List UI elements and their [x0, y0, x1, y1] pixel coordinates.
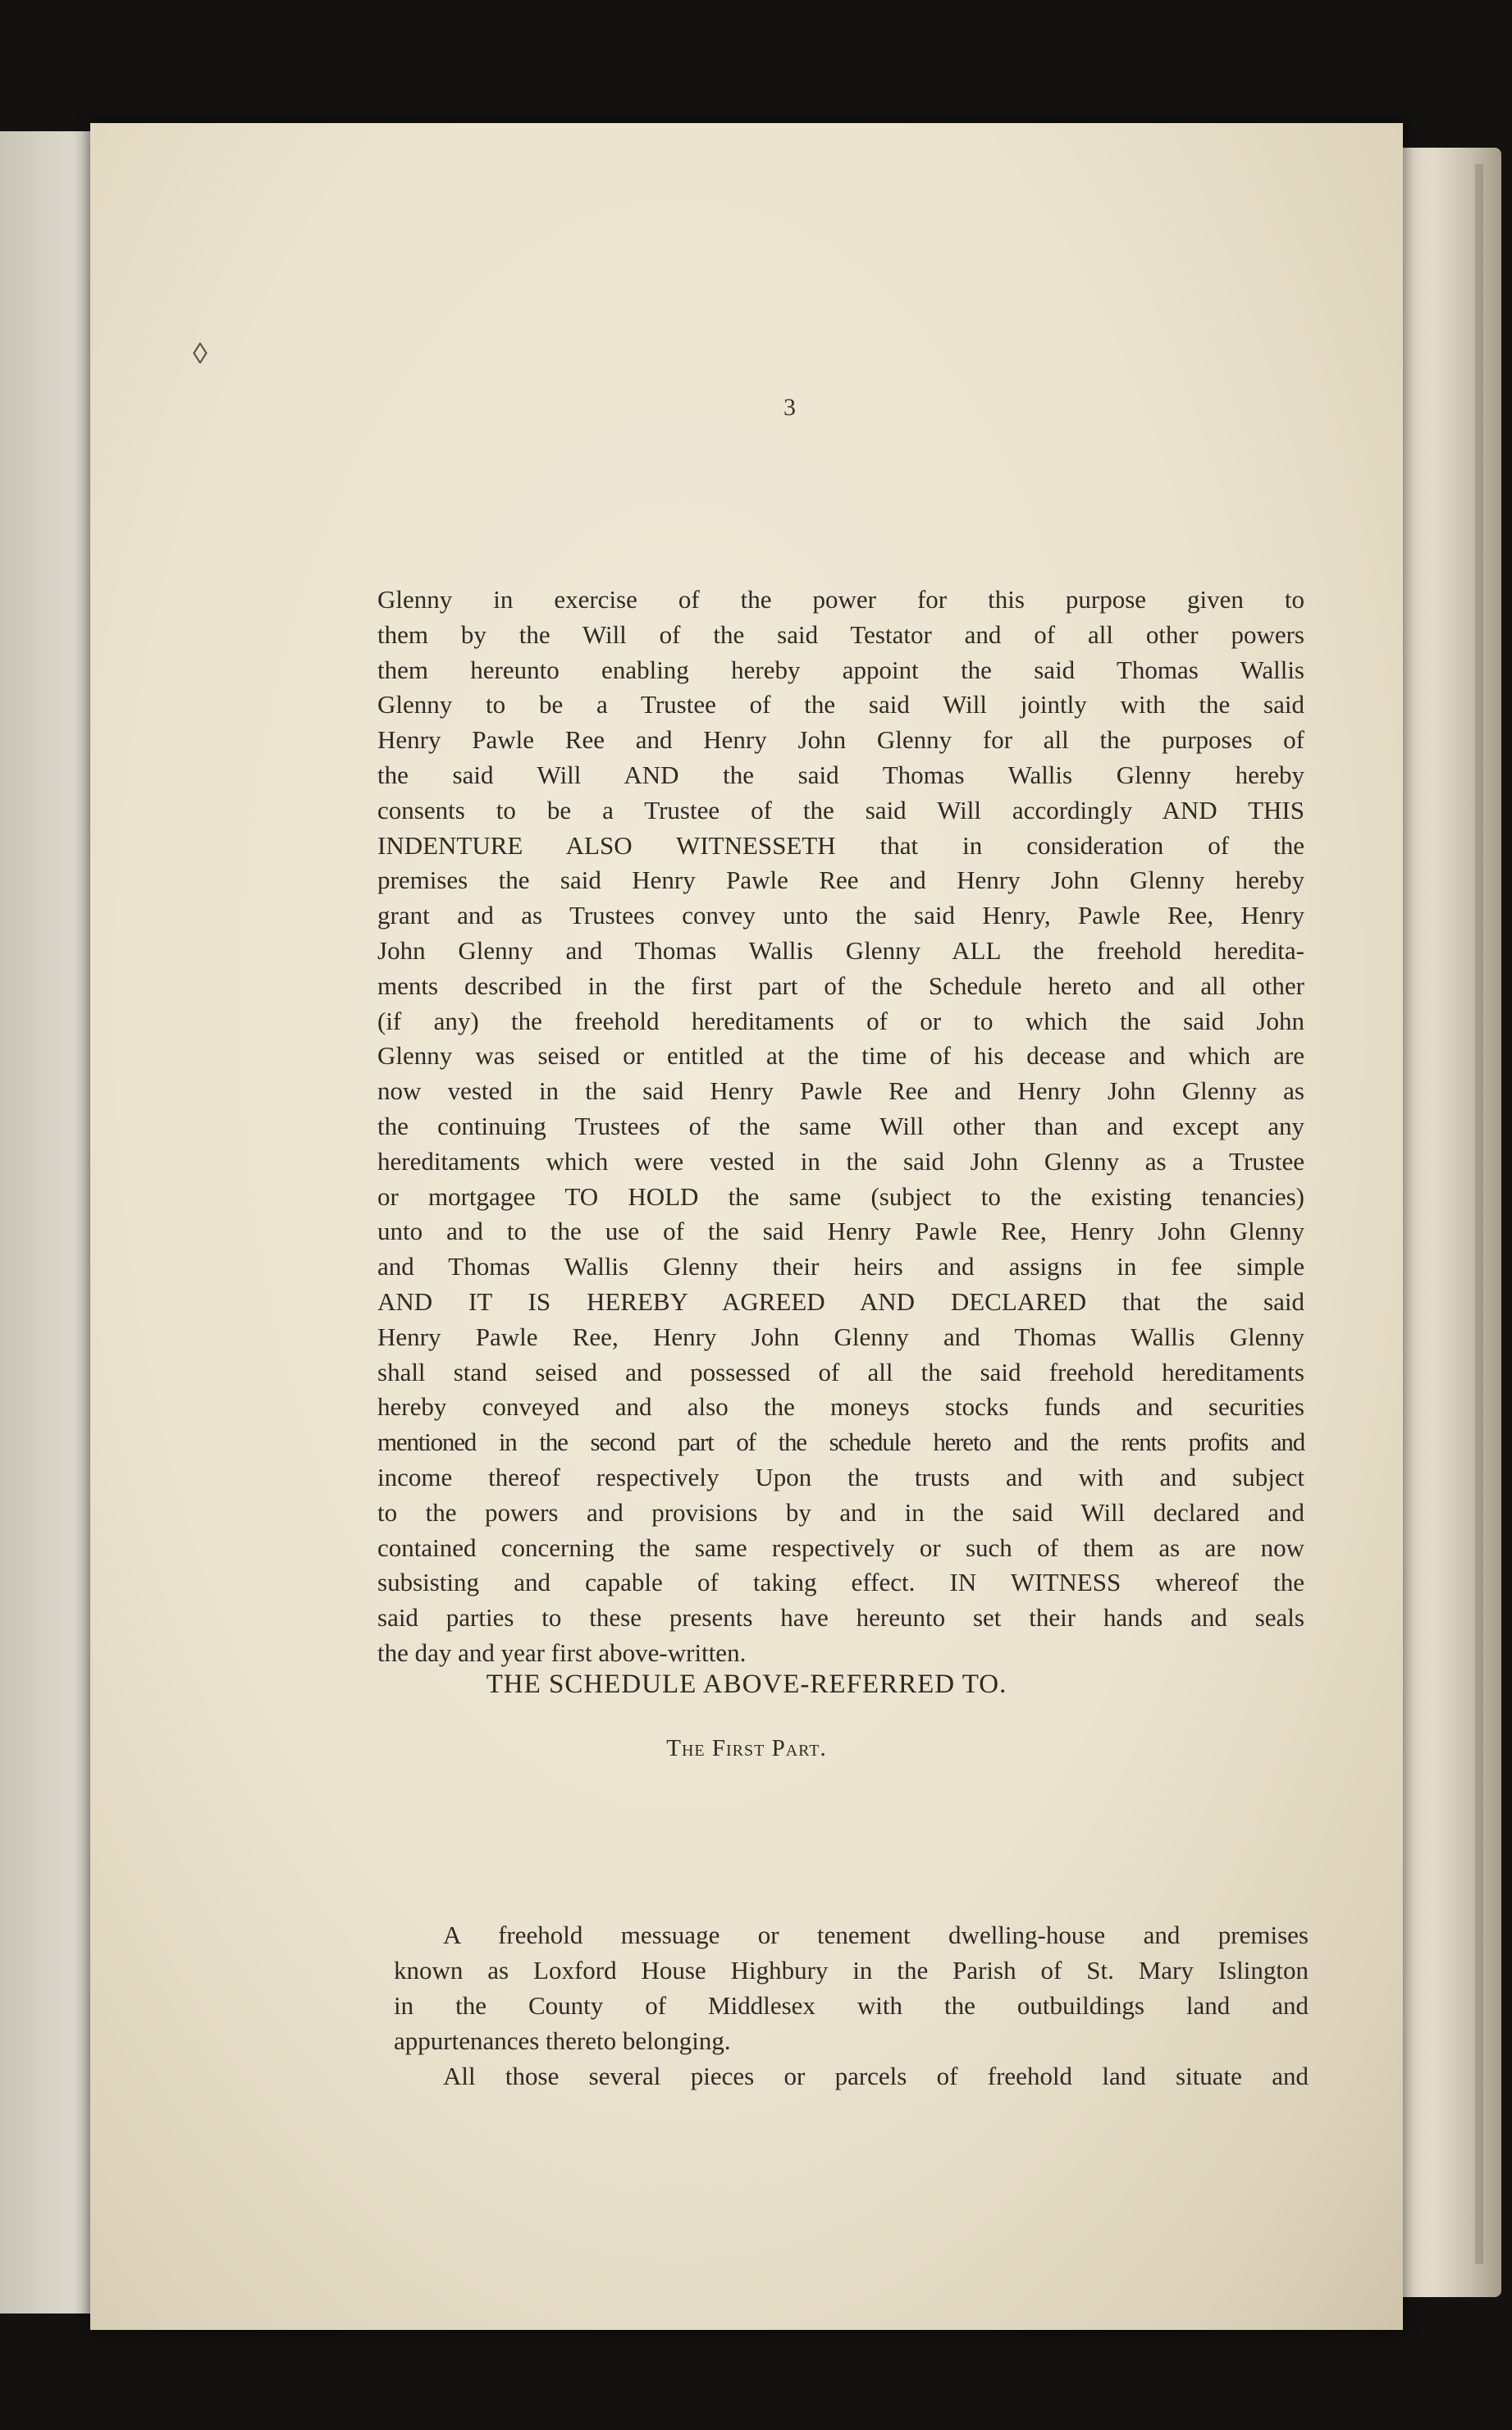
body-line: to the powers and provisions by and in the said Will declared and — [377, 1497, 1304, 1527]
body-line: shall stand seised and possessed of all the said freehold hereditaments — [377, 1357, 1304, 1386]
body-line: the said Will AND the said Thomas Wallis Glenny hereby — [377, 760, 1304, 789]
body-line: income thereof respectively Upon the trusts and with and subject — [377, 1462, 1304, 1491]
body-line: ments described in the first part of the Schedule hereto and all other — [377, 971, 1304, 1000]
body-line: John Glenny and Thomas Wallis Glenny ALL the freehold heredita- — [377, 935, 1304, 965]
pencil-mark: ◊ — [193, 337, 208, 370]
body-line: Henry Pawle Ree and Henry John Glenny for all the purposes of — [377, 725, 1304, 755]
body-line: INDENTURE ALSO WITNESSETH that in consideration of the — [377, 830, 1304, 860]
schedule-line: appurtenances thereto belonging. — [394, 2026, 731, 2055]
body-line: and Thomas Wallis Glenny their heirs and assigns in fee simple — [377, 1252, 1304, 1281]
schedule-part-heading: The First Part. — [666, 1735, 827, 1761]
body-line: the day and year first above-written. — [377, 1638, 747, 1667]
body-line: contained concerning the same respectively or such of them as are now — [377, 1532, 1304, 1562]
body-line: the continuing Trustees of the same Will other than and except any — [377, 1111, 1304, 1140]
schedule-line: known as Loxford House Highbury in the Parish of St. Mary Islington — [394, 1956, 1309, 1985]
body-line: Glenny in exercise of the power for this purpose given to — [377, 585, 1304, 614]
schedule-line: A freehold messuage or tenement dwelling-house and premises — [443, 1921, 1309, 1949]
schedule-heading: THE SCHEDULE ABOVE-REFERRED TO. — [486, 1669, 1007, 1699]
body-line: or mortgagee TO HOLD the same (subject to the existing tenancies) — [377, 1181, 1304, 1211]
schedule-line: in the County of Middlesex with the outbuildings land and — [394, 1991, 1309, 2020]
body-line: mentioned in the second part of the schedule hereto and the rents profits and — [377, 1427, 1304, 1457]
right-page-edges — [1386, 148, 1501, 2297]
body-line: hereditaments which were vested in the said John Glenny as a Trustee — [377, 1146, 1304, 1176]
body-line: said parties to these presents have hereunto set their hands and seals — [377, 1603, 1304, 1633]
body-line: now vested in the said Henry Pawle Ree and Henry John Glenny as — [377, 1076, 1304, 1106]
body-line: unto and to the use of the said Henry Pawle Ree, Henry John Glenny — [377, 1217, 1304, 1246]
schedule-line: All those several pieces or parcels of freehold land situate and — [443, 2062, 1309, 2090]
body-line: Glenny to be a Trustee of the said Will jointly with the said — [377, 690, 1304, 719]
body-line: Henry Pawle Ree, Henry John Glenny and Thomas Wallis Glenny — [377, 1322, 1304, 1351]
body-line: subsisting and capable of taking effect. IN WITNESS whereof the — [377, 1568, 1304, 1597]
body-line: hereby conveyed and also the moneys stocks funds and securities — [377, 1392, 1304, 1422]
body-line: (if any) the freehold hereditaments of or to which the said John — [377, 1006, 1304, 1035]
body-line: grant and as Trustees convey unto the said Henry, Pawle Ree, Henry — [377, 901, 1304, 930]
body-line: AND IT IS HEREBY AGREED AND DECLARED that the said — [377, 1286, 1304, 1316]
body-line: Glenny was seised or entitled at the time of his decease and which are — [377, 1041, 1304, 1071]
document-page — [90, 123, 1403, 2330]
body-line: premises the said Henry Pawle Ree and Henry John Glenny hereby — [377, 866, 1304, 895]
schedule-body — [394, 1917, 1309, 2094]
body-line: them by the Will of the said Testator and of all other powers — [377, 619, 1304, 649]
page-number: 3 — [783, 394, 796, 421]
body-line: consents to be a Trustee of the said Will accordingly AND THIS — [377, 795, 1304, 824]
body-line: them hereunto enabling hereby appoint the said Thomas Wallis — [377, 655, 1304, 684]
indenture-body — [377, 582, 1304, 1671]
